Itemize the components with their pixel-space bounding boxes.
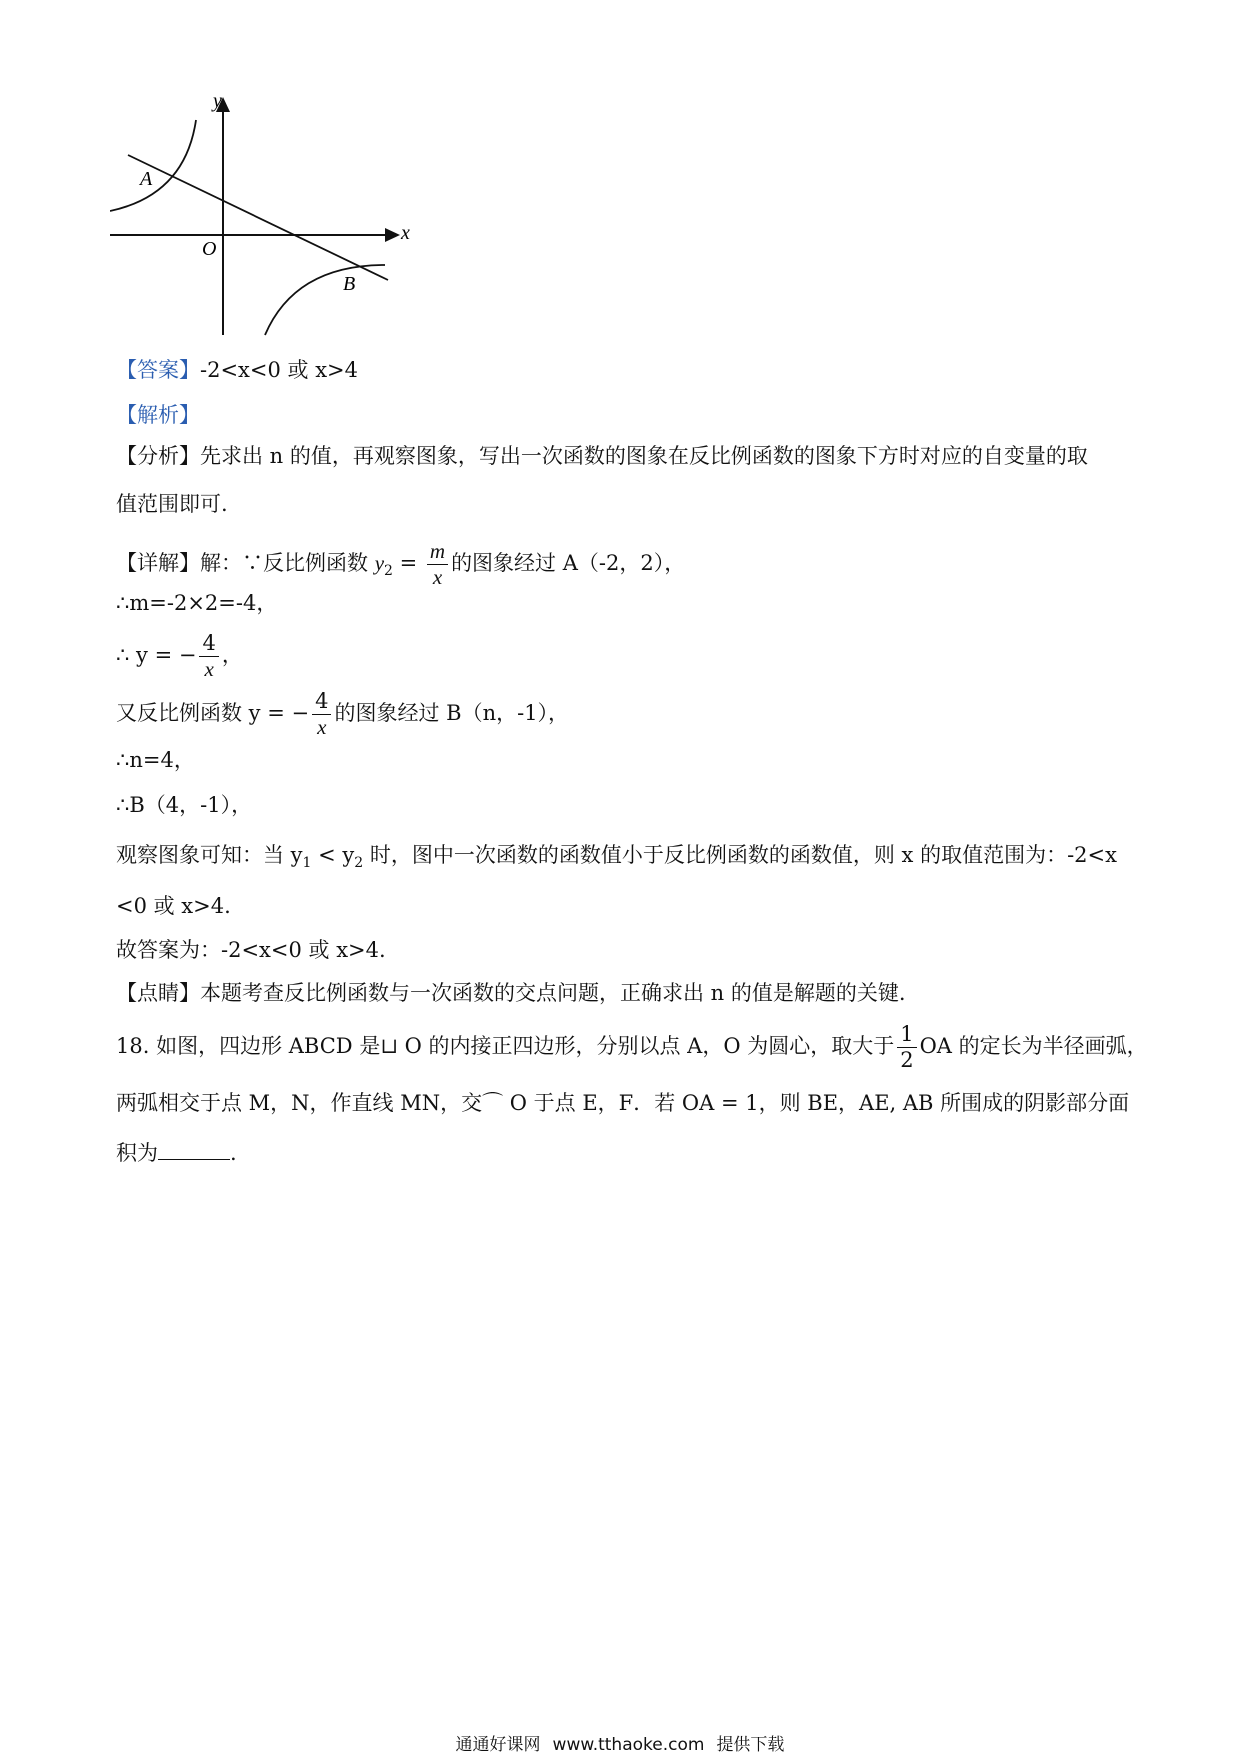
detail-l4-pre: 又反比例函数 y = − <box>116 701 310 725</box>
detail-l7-mid: < y <box>311 843 355 867</box>
detail-l7-pre: 观察图象可知：当 y <box>116 843 303 867</box>
fraction-numerator: 4 <box>312 691 331 715</box>
point-b-label: B <box>343 273 356 295</box>
detail-l1-pre: 解：∵反比例函数 <box>200 551 368 575</box>
fraction-m-over-x <box>427 541 448 588</box>
fraction-numerator: 4 <box>199 633 218 657</box>
fraction-denominator: x <box>204 657 214 681</box>
function-graph-figure <box>110 95 420 340</box>
detail-line-4 <box>116 683 569 743</box>
q18-l3-text: 积为 <box>116 1141 158 1165</box>
q18-l3-end: . <box>230 1141 237 1165</box>
fenxi-tag: 【分析】 <box>116 444 200 468</box>
x-axis-arrow-icon <box>385 228 400 242</box>
detail-l4-post: 的图象经过 B（n，-1）， <box>334 701 570 725</box>
dianjing-text: 本题考查反比例函数与一次函数的交点问题，正确求出 n 的值是解题的关键. <box>200 981 906 1005</box>
detail-line-9: 故答案为：-2<x<0 或 x>4. <box>116 938 386 962</box>
answer-text: -2<x<0 或 x>4 <box>200 358 359 382</box>
detail-l1-post: 的图象经过 A（-2，2）， <box>451 551 686 575</box>
linear-function-line <box>128 155 388 280</box>
y-axis-label: y <box>213 95 222 112</box>
detail-l1-sub: 2 <box>384 563 393 579</box>
fraction-numerator: m <box>427 541 448 565</box>
q18-line-3 <box>116 1138 237 1168</box>
detail-l1-eq: = <box>392 551 424 575</box>
dianjing-line <box>116 978 906 1008</box>
footer-brand: 通通好课网 <box>455 1735 541 1755</box>
fraction-4-over-x <box>312 691 331 738</box>
dianjing-tag: 【点睛】 <box>116 981 200 1005</box>
detail-line-8: <0 或 x>4. <box>116 894 231 918</box>
x-axis-label: x <box>401 222 410 244</box>
q18-line-2: 两弧相交于点 M，N，作直线 MN，交⌒ O 于点 E，F．若 OA = 1，则 BE，AE, AB 所围成的阴影部分面 <box>116 1091 1130 1115</box>
footer-note: 提供下载 <box>716 1735 785 1755</box>
fenxi-line-1 <box>116 441 1088 471</box>
fraction-one-half <box>897 1024 916 1071</box>
fraction-denominator: 2 <box>900 1048 914 1072</box>
hyperbola-branch-left <box>110 120 196 211</box>
detail-l3-pre: ∴ y = − <box>116 643 197 667</box>
detail-l7-sub2: 2 <box>354 855 364 871</box>
fraction-denominator: x <box>317 715 327 739</box>
hyperbola-branch-right <box>265 265 385 335</box>
page-footer <box>0 1730 1240 1755</box>
fenxi-text-1: 先求出 n 的值，再观察图象，写出一次函数的图象在反比例函数的图象下方时对应的自变量的取 <box>200 444 1088 468</box>
detail-line-7 <box>116 840 1117 878</box>
point-a-label: A <box>140 168 153 190</box>
analysis-heading <box>116 400 200 430</box>
detail-l7-sub1: 1 <box>302 855 312 871</box>
detail-line-3 <box>116 625 243 685</box>
origin-label: O <box>202 238 217 260</box>
q18-l1-post: OA 的定长为半径画弧， <box>919 1034 1148 1058</box>
fenxi-line-2: 值范围即可. <box>116 492 228 516</box>
detail-tag: 【详解】 <box>116 551 200 575</box>
detail-line-2: ∴m=-2×2=-4， <box>116 591 278 615</box>
detail-l3-post: ， <box>221 643 243 667</box>
q18-line-1 <box>116 1016 1148 1076</box>
answer-tag: 【答案】 <box>116 358 200 382</box>
fraction-4-over-x <box>199 633 218 680</box>
detail-l7-post: 时，图中一次函数的函数值小于反比例函数的函数值，则 x 的取值范围为：-2<x <box>363 843 1117 867</box>
answer-blank <box>158 1139 230 1160</box>
detail-line-6: ∴B（4，-1）， <box>116 793 253 817</box>
footer-url[interactable]: www.tthaoke.com <box>552 1735 705 1755</box>
fraction-numerator: 1 <box>897 1024 916 1048</box>
detail-l1-y: y <box>374 551 385 575</box>
detail-line-5: ∴n=4， <box>116 748 195 772</box>
fraction-denominator: x <box>432 565 443 589</box>
analysis-tag: 【解析】 <box>116 403 200 427</box>
q18-l1-pre: 18. 如图，四边形 ABCD 是⊔ O 的内接正四边形，分别以点 A，O 为圆心，取大于 <box>116 1034 895 1058</box>
answer-line <box>116 355 358 385</box>
